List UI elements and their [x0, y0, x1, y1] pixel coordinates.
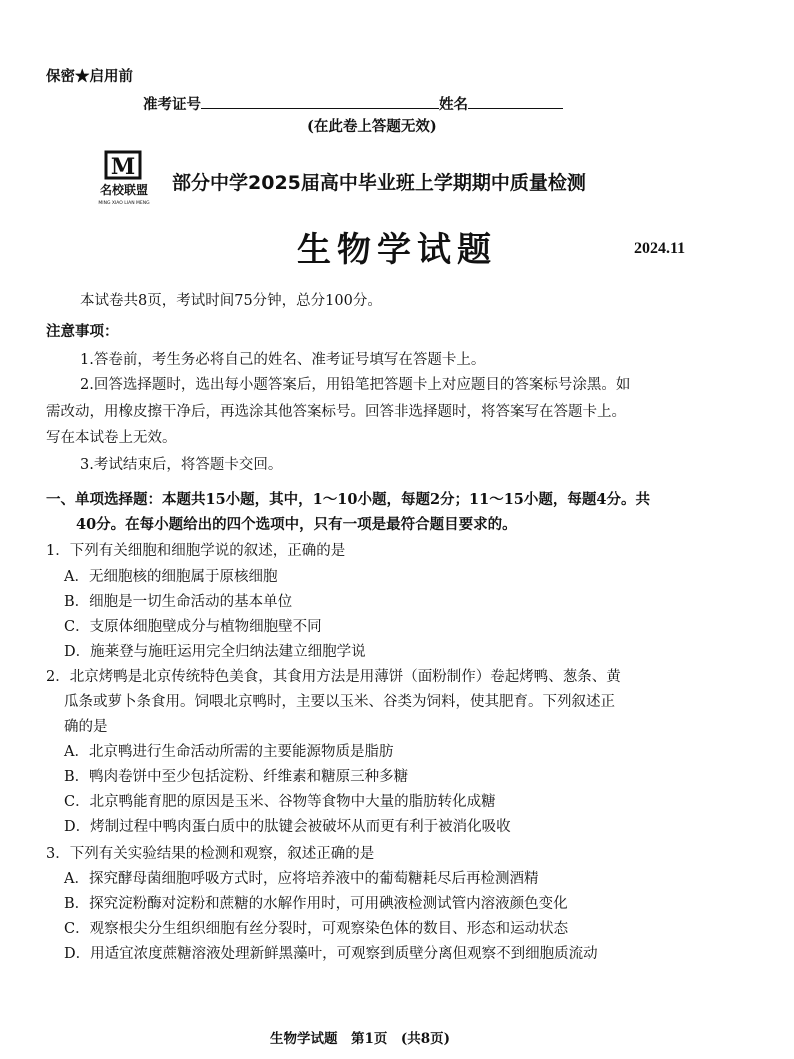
paper-intro: 本试卷共8页，考试时间75分钟，总分100分。: [80, 293, 382, 309]
note-2-line-3: 写在本试卷上无效。: [46, 430, 177, 446]
question-3-option-a: A．探究酵母菌细胞呼吸方式时，应将培养液中的葡萄糖耗尽后再检测酒精: [64, 871, 539, 887]
question-3-option-d: D．用适宜浓度蔗糖溶液处理新鲜黑藻叶，可观察到质壁分离但观察不到细胞质流动: [64, 946, 598, 962]
question-2-option-d: D．烤制过程中鸭肉蛋白质中的肽键会被破坏从而更有利于被消化吸收: [64, 819, 511, 835]
name-blank: [468, 94, 563, 109]
question-2-stem-line-1: 2．北京烤鸭是北京传统特色美食，其食用方法是用薄饼（面粉制作）卷起烤鸭、葱条、黄: [46, 669, 621, 685]
exam-date: 2024.11: [634, 240, 686, 257]
paper-title: 生物学试题: [297, 230, 497, 270]
confidential-label: 保密★启用前: [46, 68, 133, 85]
question-2-option-b: B．鸭肉卷饼中至少包括淀粉、纤维素和糖原三种多糖: [64, 769, 409, 785]
name-label: 姓名: [439, 96, 468, 113]
question-1-option-b: B．细胞是一切生命活动的基本单位: [64, 594, 293, 610]
note-2-line-2: 需改动，用橡皮擦干净后，再选涂其他答案标号。回答非选择题时，将答案写在答题卡上。: [46, 404, 626, 420]
invalid-answer-note: (在此卷上答题无效): [307, 118, 437, 135]
question-3-option-b: B．探究淀粉酶对淀粉和蔗糖的水解作用时，可用碘液检测试管内溶液颜色变化: [64, 896, 568, 912]
question-1-option-a: A．无细胞核的细胞属于原核细胞: [64, 569, 278, 585]
exam-name: 部分中学2025届高中毕业班上学期期中质量检测: [172, 172, 586, 194]
question-1-stem: 1．下列有关细胞和细胞学说的叙述，正确的是: [46, 543, 346, 559]
note-2-line-1: 2.回答选择题时，选出每小题答案后，用铅笔把答题卡上对应题目的答案标号涂黑。如: [80, 377, 631, 393]
school-alliance-logo: [98, 150, 164, 208]
question-1-option-d: D．施莱登与施旺运用完全归纳法建立细胞学说: [64, 644, 366, 660]
svg-text:M: M: [110, 154, 136, 180]
admission-number-label: 准考证号: [143, 96, 201, 113]
question-2-option-c: C．北京鸭能育肥的原因是玉米、谷物等食物中大量的脂肪转化成糖: [64, 794, 496, 810]
notes-heading: 注意事项：: [46, 323, 119, 340]
page-footer: 生物学试题 第1页 (共8页): [270, 1031, 451, 1047]
note-1: 1.答卷前，考生务必将自己的姓名、准考证号填写在答题卡上。: [80, 352, 486, 368]
question-2-stem-line-3: 确的是: [64, 719, 108, 735]
question-3-stem: 3．下列有关实验结果的检测和观察，叙述正确的是: [46, 846, 375, 862]
section-heading-line-1: 一、单项选择题：本题共15小题，其中，1～10小题，每题2分；11～15小题，每题4分。共: [46, 491, 650, 508]
admission-number-blank: [201, 94, 439, 109]
note-3: 3.考试结束后，将答题卡交回。: [80, 457, 283, 473]
question-1-option-c: C．支原体细胞壁成分与植物细胞壁不同: [64, 619, 322, 635]
question-2-stem-line-2: 瓜条或萝卜条食用。饲喂北京鸭时，主要以玉米、谷类为饲料，使其肥育。下列叙述正: [64, 694, 615, 710]
question-3-option-c: C．观察根尖分生组织细胞有丝分裂时，可观察染色体的数目、形态和运动状态: [64, 921, 569, 937]
admission-number-row: [143, 94, 563, 114]
svg-text:名校联盟: 名校联盟: [99, 183, 149, 197]
svg-text:MING XIAO LIAN MENG: MING XIAO LIAN MENG: [98, 201, 150, 206]
question-2-option-a: A．北京鸭进行生命活动所需的主要能源物质是脂肪: [64, 744, 394, 760]
section-heading-line-2: 40分。在每小题给出的四个选项中，只有一项是最符合题目要求的。: [76, 516, 517, 533]
